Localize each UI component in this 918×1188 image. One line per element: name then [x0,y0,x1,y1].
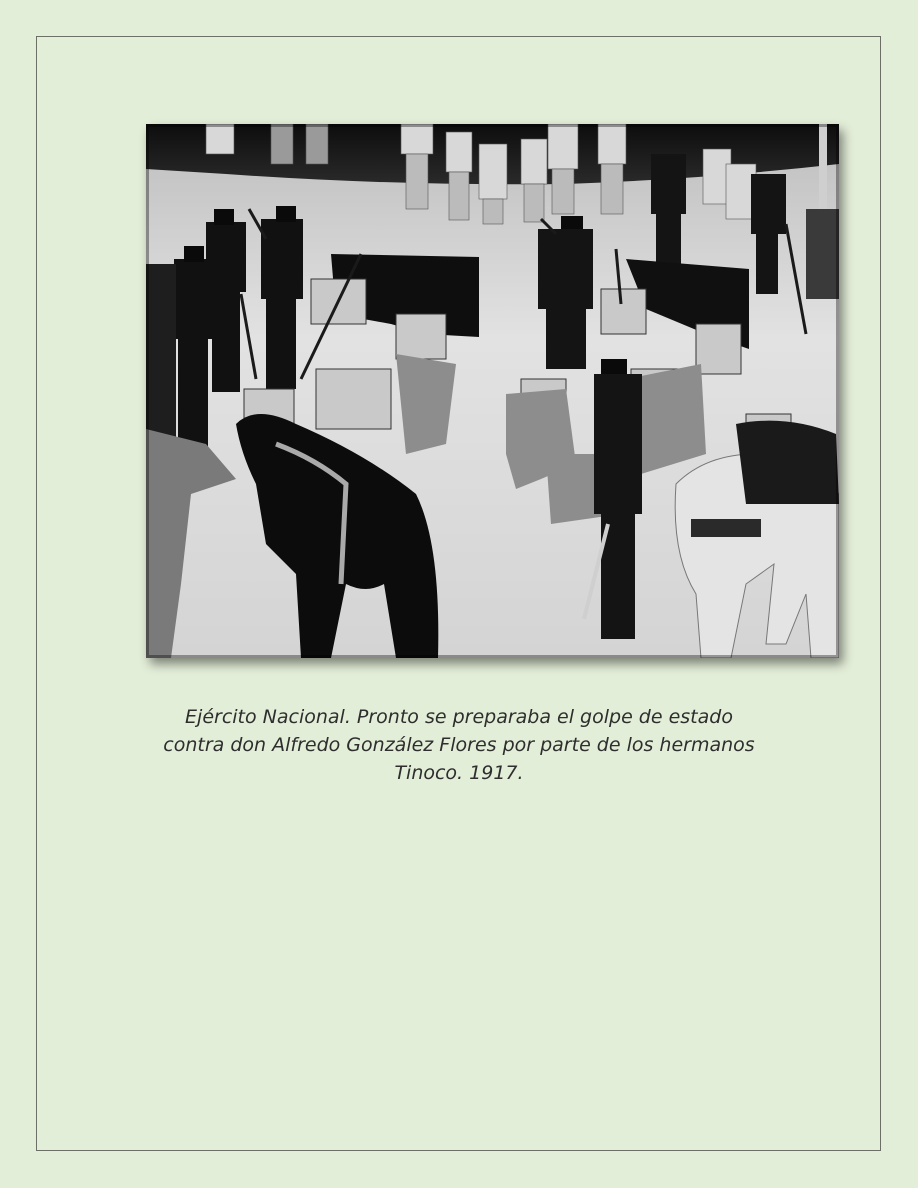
photo-illustration [146,124,839,658]
caption-line: contra don Alfredo González Flores por parte de los hermanos [163,734,755,756]
white-horse-harness [691,519,761,537]
historical-photo [146,124,839,658]
photo-caption [120,703,798,787]
saddle-pack [736,421,839,504]
caption-line: Ejército Nacional. Pronto se preparaba el golpe de estado [185,706,733,728]
caption-line: Tinoco. 1917. [394,762,524,784]
